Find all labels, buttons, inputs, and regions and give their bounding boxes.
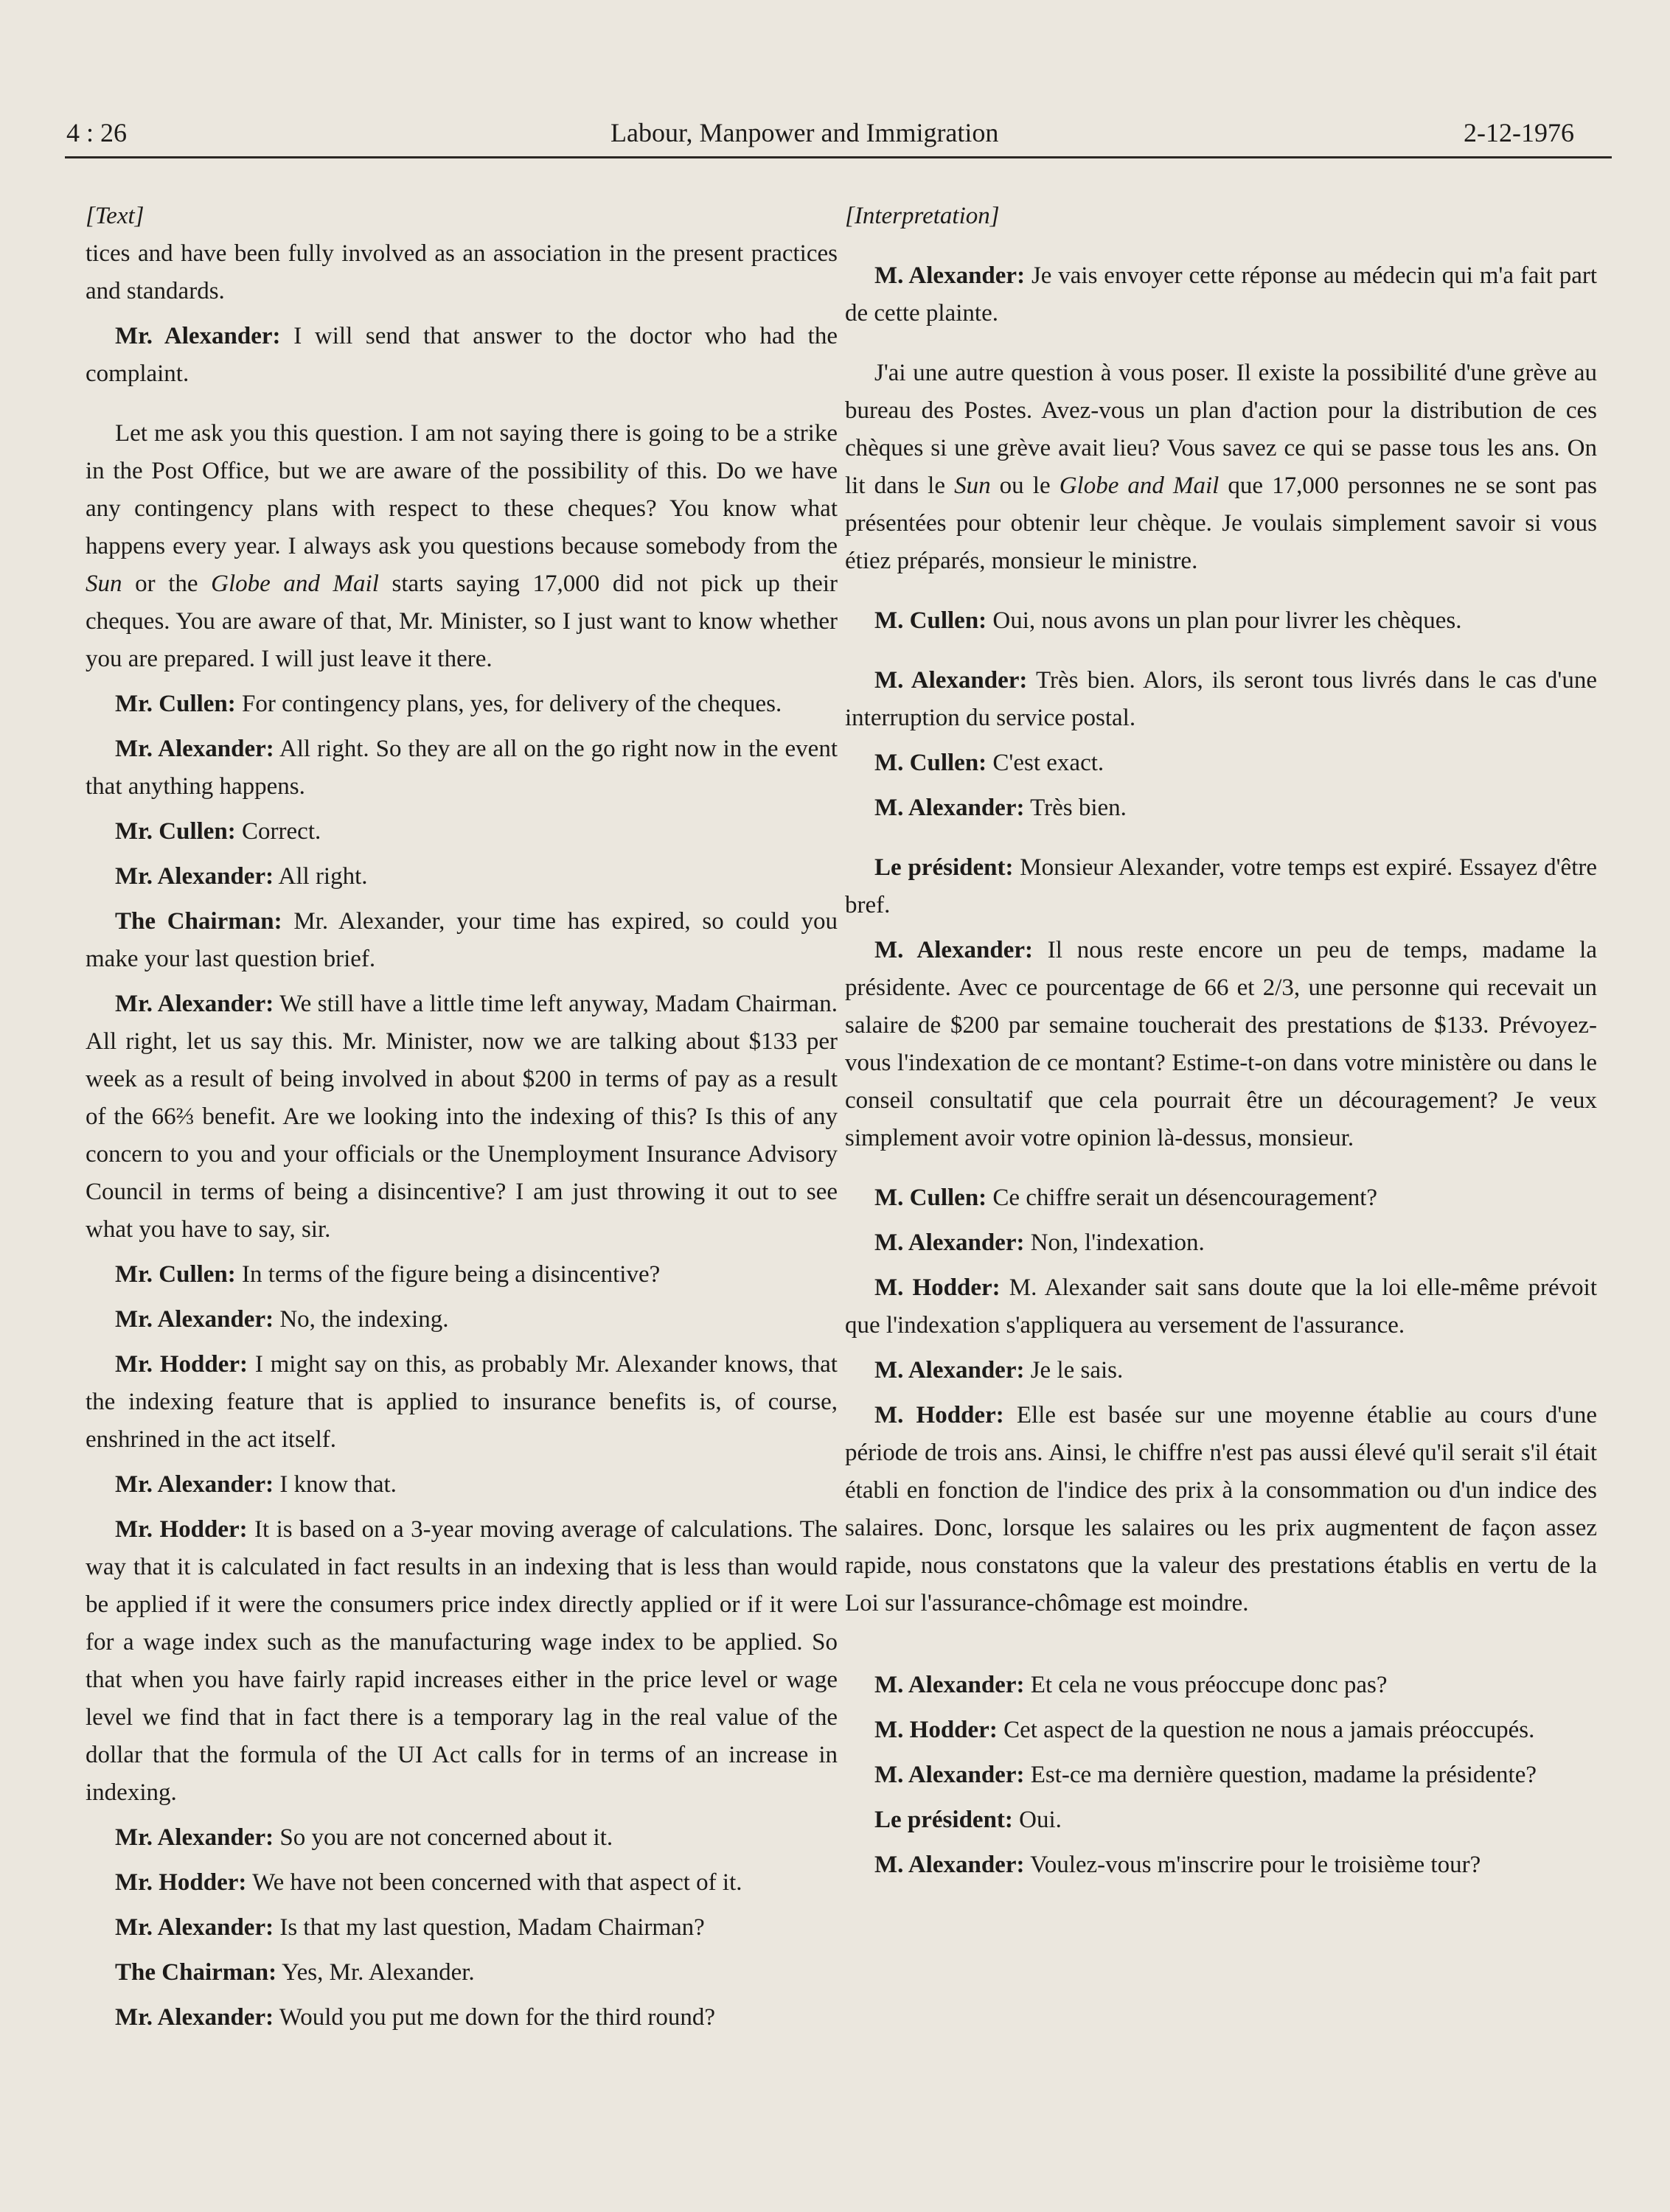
transcript-paragraph (86, 685, 838, 723)
speaker-name: Mr. Alexander: (115, 1306, 274, 1333)
paragraph-text: Voulez-vous m'inscrire pour le troisième tour? (1024, 1852, 1481, 1878)
paragraph-text: It is based on a 3-year moving average of calculations. The way that it is calculated in fact results in an indexing that is less than would be applied if it were the consumers price index directly applied or if it were for a wage index such as the manufacturing wage index to be applied. So that when you have fairly rapid increases either in the price level or wage level we find that in fact there is a temporary lag in the real value of the dollar that the formula of the UI Act calls for in terms of an increase in indexing. (86, 1516, 838, 1806)
paragraph-text: In terms of the figure being a disincentive? (235, 1261, 661, 1288)
paragraph-text: I know that. (274, 1471, 397, 1498)
speaker-name: Mr. Alexander: (115, 1914, 274, 1941)
speaker-name: Mr. Hodder: (115, 1516, 248, 1543)
speaker-name: M. Alexander: (874, 1852, 1025, 1878)
paragraph-text: So you are not concerned about it. (274, 1824, 613, 1851)
transcript-paragraph (86, 985, 838, 1249)
paragraph-text: Il nous reste encore un peu de temps, madame la présidente. Avec ce pourcentage de 66 et 2/3, une personne qui recevait un salaire de $200 par semaine toucherait des prestations de $133. Prévoyez-vous l'indexation de ce montant? Estime-t-on dans votre ministère ou dans le conseil consultatif que cela pourrait être un découragement? Je veux simplement avoir votre opinion là-dessus, monsieur. (845, 937, 1597, 1151)
paragraph-text: Monsieur Alexander, votre temps est expiré. Essayez d'être bref. (845, 854, 1597, 918)
paragraph-text: Et cela ne vous préoccupe donc pas? (1024, 1672, 1388, 1698)
transcript-paragraph (845, 1756, 1597, 1794)
speaker-name: Mr. Hodder: (115, 1869, 247, 1896)
header-rule (65, 156, 1612, 158)
transcript-paragraph (86, 1301, 838, 1339)
paragraph-text: No, the indexing. (274, 1306, 449, 1333)
speaker-name: M. Alexander: (874, 1229, 1025, 1256)
transcript-paragraph (845, 257, 1597, 332)
paragraph-text: All right. So they are all on the go right now in the event that anything happens. (86, 736, 838, 800)
transcript-paragraph (845, 1224, 1597, 1262)
speaker-name: Mr. Cullen: (115, 691, 236, 717)
transcript-paragraph (845, 1397, 1597, 1622)
speaker-name: Le président: (874, 854, 1014, 881)
transcript-paragraph (86, 1864, 838, 1902)
paragraph-text: Let me ask you this question. I am not saying there is going to be a strike in the Post Office, but we are aware of the possibility of this. Do we have any contingency plans with respect to these cheques? You know what happens every year. I always ask you questions because somebody from the Sun or the Globe and Mail starts saying 17,000 did not pick up their cheques. You are aware of that, Mr. Minister, so I just want to know whether you are prepared. I will just leave it there. (86, 420, 838, 672)
transcript-paragraph (86, 1819, 838, 1857)
speaker-name: Mr. Alexander: (115, 991, 274, 1017)
speaker-name: M. Hodder: (874, 1274, 1001, 1301)
speaker-name: M. Alexander: (874, 795, 1025, 821)
paragraph-text: I might say on this, as probably Mr. Alexander knows, that the indexing feature that is applied to insurance benefits is, of course, enshrined in the act itself. (86, 1351, 838, 1453)
paragraph-text: tices and have been fully involved as an association in the present practices and standards. (86, 240, 838, 304)
speaker-name: M. Alexander: (874, 262, 1026, 289)
speaker-name: M. Hodder: (874, 1717, 998, 1743)
speaker-name: Mr. Alexander: (115, 1824, 274, 1851)
transcript-paragraph (845, 744, 1597, 782)
page-number: 4 : 26 (66, 118, 128, 147)
transcript-paragraph (86, 1511, 838, 1812)
transcript-paragraph (845, 849, 1597, 924)
running-title: Labour, Manpower and Immigration (610, 118, 999, 147)
speaker-name: M. Cullen: (874, 750, 987, 776)
transcript-paragraph (845, 1352, 1597, 1389)
transcript-paragraph (86, 813, 838, 851)
speaker-name: Le président: (874, 1807, 1013, 1833)
transcript-paragraph (86, 1466, 838, 1504)
paragraph-text: Je le sais. (1024, 1357, 1124, 1384)
speaker-name: M. Alexander: (874, 1357, 1025, 1384)
speaker-name: M. Hodder: (874, 1402, 1004, 1428)
paragraph-text: C'est exact. (987, 750, 1104, 776)
transcript-paragraph (845, 1269, 1597, 1344)
paragraph-text: Très bien. (1024, 795, 1127, 821)
paragraph-text: Mr. Alexander, your time has expired, so could you make your last question brief. (86, 908, 838, 972)
transcript-paragraph (86, 1256, 838, 1294)
speaker-name: Mr. Cullen: (115, 1261, 236, 1288)
speaker-name: Mr. Alexander: (115, 1471, 274, 1498)
speaker-name: M. Alexander: (874, 667, 1028, 694)
speaker-name: Mr. Alexander: (115, 863, 274, 890)
transcript-paragraph (845, 1179, 1597, 1217)
speaker-name: The Chairman: (115, 1959, 277, 1986)
paragraph-text: Est-ce ma dernière question, madame la présidente? (1024, 1762, 1537, 1788)
transcript-paragraph (86, 1954, 838, 1992)
transcript-paragraph (845, 602, 1597, 640)
paragraph-text: M. Alexander sait sans doute que la loi elle-même prévoit que l'indexation s'appliquera au versement de l'assurance. (845, 1274, 1597, 1339)
paragraph-text: We still have a little time left anyway, Madam Chairman. All right, let us say this. Mr. Minister, now we are talking about $133 per week as a result of being involved in about $200 in terms of pay as a result of the 66⅔ benefit. Are we looking into the indexing of this? Is this of any concern to you and your officials or the Unemployment Insurance Advisory Council in terms of being a disincentive? I am just throwing it out to see what you have to say, sir. (86, 991, 838, 1243)
header-date: 2-12-1976 (1464, 118, 1574, 147)
speaker-name: M. Cullen: (874, 607, 987, 634)
transcript-paragraph (845, 932, 1597, 1157)
interpretation-tag: [Interpretation] (845, 203, 1000, 229)
transcript-paragraph (845, 1667, 1597, 1704)
paragraph-text: Correct. (235, 818, 321, 845)
french-column (845, 198, 1597, 1884)
speaker-name: Mr. Alexander: (115, 2004, 274, 2031)
paragraph-text: Oui. (1012, 1807, 1062, 1833)
text-tag: [Text] (86, 203, 145, 229)
transcript-paragraph (86, 1909, 838, 1947)
speaker-name: Mr. Alexander: (115, 323, 281, 349)
transcript-paragraph (845, 662, 1597, 737)
speaker-name: Mr. Cullen: (115, 818, 236, 845)
transcript-paragraph (845, 1801, 1597, 1839)
speaker-name: The Chairman: (115, 908, 282, 935)
paragraph-text: Cet aspect de la question ne nous a jamais préoccupés. (997, 1717, 1535, 1743)
transcript-paragraph (86, 318, 838, 393)
speaker-name: M. Alexander: (874, 937, 1033, 963)
transcript-paragraph (845, 1712, 1597, 1749)
transcript-paragraph (86, 730, 838, 806)
speaker-name: M. Alexander: (874, 1672, 1025, 1698)
paragraph-text: Oui, nous avons un plan pour livrer les chèques. (987, 607, 1462, 634)
speaker-name: Mr. Alexander: (115, 736, 274, 762)
paragraph-text: I will send that answer to the doctor who had the complaint. (86, 323, 838, 387)
paragraph-text: J'ai une autre question à vous poser. Il existe la possibilité d'une grève au bureau des Postes. Avez-vous un plan d'action pour la distribution de ces chèques si une grève avait lieu? Vous savez ce qui se passe tous les ans. On lit dans le Sun ou le Globe and Mail que 17,000 personnes ne se sont pas présentées pour obtenir leur chèque. Je voulais simplement savoir si vous étiez préparés, monsieur le ministre. (845, 360, 1597, 574)
transcript-paragraph (86, 903, 838, 978)
speaker-name: M. Cullen: (874, 1184, 987, 1211)
speaker-name: M. Alexander: (874, 1762, 1025, 1788)
transcript-paragraph (86, 1346, 838, 1459)
transcript-paragraph (845, 355, 1597, 580)
paragraph-text: We have not been concerned with that aspect of it. (246, 1869, 742, 1896)
transcript-paragraph (86, 858, 838, 896)
paragraph-text: Très bien. Alors, ils seront tous livrés dans le cas d'une interruption du service postal. (845, 667, 1597, 731)
transcript-paragraph (86, 415, 838, 678)
paragraph-text: All right. (274, 863, 368, 890)
paragraph-text: For contingency plans, yes, for delivery of the cheques. (235, 691, 782, 717)
paragraph-text: Is that my last question, Madam Chairman? (274, 1914, 705, 1941)
paragraph-text: Yes, Mr. Alexander. (276, 1959, 475, 1986)
paragraph-text: Non, l'indexation. (1024, 1229, 1205, 1256)
paragraph-text: Je vais envoyer cette réponse au médecin qui m'a fait part de cette plainte. (845, 262, 1597, 327)
transcript-paragraph (86, 1999, 838, 2037)
english-column (86, 198, 838, 2037)
transcript-paragraph (86, 235, 838, 310)
speaker-name: Mr. Hodder: (115, 1351, 248, 1378)
paragraph-text: Would you put me down for the third round? (274, 2004, 715, 2031)
paragraph-text: Ce chiffre serait un désencouragement? (987, 1184, 1378, 1211)
paragraph-text: Elle est basée sur une moyenne établie au cours d'une période de trois ans. Ainsi, le chiffre n'est pas aussi élevé qu'il serait s'il était établi en fonction de l'indice des prix à la consommation ou d'un indice des salaires. Donc, lorsque les salaires ou les prix augmentent de façon assez rapide, nous constatons que la valeur des prestations établis en vertu de la Loi sur l'assurance-chômage est moindre. (845, 1402, 1597, 1616)
transcript-paragraph (845, 1846, 1597, 1884)
transcript-paragraph (845, 789, 1597, 827)
